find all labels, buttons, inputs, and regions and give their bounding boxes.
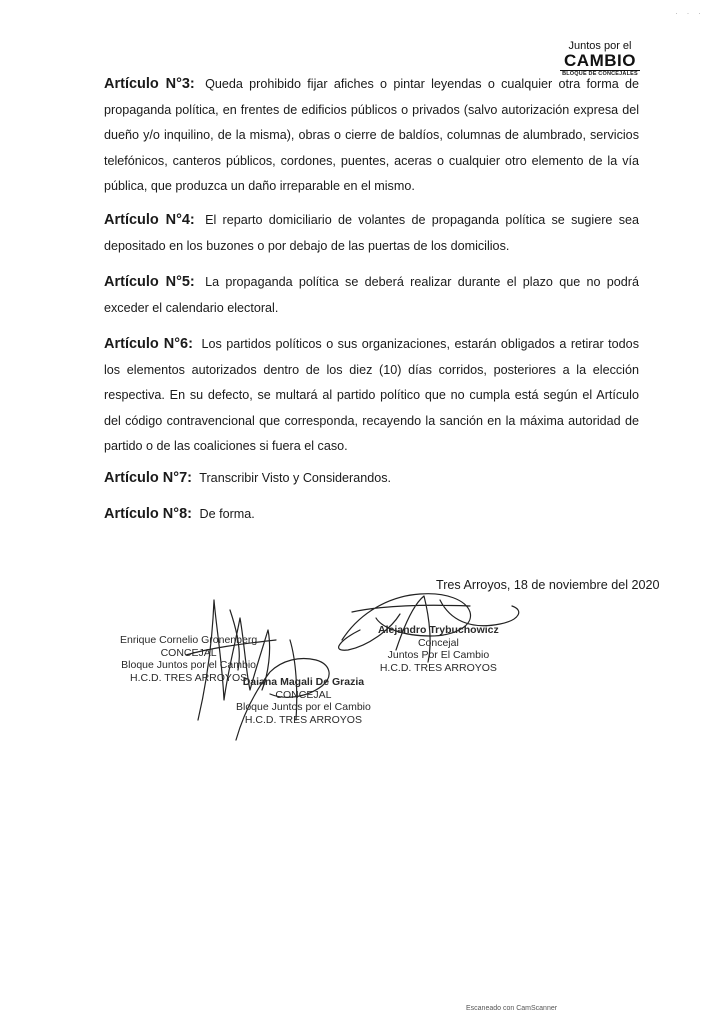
stamp-bloc: Bloque Juntos por el Cambio bbox=[236, 701, 371, 713]
scanner-footer: Escaneado con CamScanner bbox=[466, 1005, 558, 1012]
article-title: Artículo N°8: bbox=[104, 506, 192, 522]
stamp-council: H.C.D. TRES ARROYOS bbox=[379, 661, 497, 674]
stamp-role: CONCEJAL bbox=[275, 688, 332, 701]
article-text: La propaganda política se deberá realizar durante el plazo que no podrá exceder el calendario electoral. bbox=[104, 275, 639, 315]
article-text: De forma. bbox=[199, 507, 255, 521]
scan-speckle: · · · bbox=[675, 8, 704, 18]
stamp-role: CONCEJAL bbox=[160, 646, 217, 659]
logo-main-text: CAMBIO bbox=[564, 51, 636, 70]
article-title: Artículo N°5: bbox=[104, 274, 195, 290]
article-title: Artículo N°4: bbox=[104, 212, 195, 228]
article-text: El reparto domiciliario de volantes de propaganda política se sugiere sea depositado en los buzones o por debajo de las puertas de los domicilios. bbox=[104, 213, 639, 253]
article-text: Los partidos políticos o sus organizaciones, estarán obligados a retirar todos los elementos autorizados dentro de los diez (10) días corridos, posteriores a la elección respectiva. En su defecto, se multará al partido político que no cumpla está según el Artículo del código contravencional que corresponda, recayendo la sanción en la máxima autoridad de partido o de las coaliciones si fuera el caso. bbox=[104, 337, 639, 453]
stamp-name: Enrique Cornelio Gronenberg bbox=[120, 634, 258, 646]
stamp-bloc: Bloque Juntos por el Cambio bbox=[121, 659, 256, 671]
article-title: Artículo N°7: bbox=[104, 470, 192, 486]
stamp-bloc: Juntos Por El Cambio bbox=[387, 649, 490, 661]
logo-top-text: Juntos por el bbox=[568, 40, 632, 52]
stamp-alejandro bbox=[378, 624, 499, 674]
stamp-name: Daiana Magali De Grazia bbox=[242, 676, 365, 688]
place-date: Tres Arroyos, 18 de noviembre del 2020 bbox=[436, 578, 660, 592]
stamp-council: H.C.D. TRES ARROYOS bbox=[244, 713, 362, 726]
article-title: Artículo N°3: bbox=[104, 76, 195, 92]
stamp-role: Concejal bbox=[417, 636, 459, 649]
article-text: Queda prohibido fijar afiches o pintar leyendas o cualquier otra forma de propaganda política, en frentes de edificios públicos o privados (salvo autorización expresa del dueño y/o inquilino, de la misma), obras o cierre de baldíos, columnas de alumbrado, servicios telefónicos, canteros públicos, cordones, puentes, aceras o cualquier otro elemento de la vía pública, que produzca un daño irreparable en el mismo. bbox=[104, 77, 639, 193]
stamp-council: H.C.D. TRES ARROYOS bbox=[130, 671, 248, 684]
stamp-name: Alejandro Trybuchowicz bbox=[378, 624, 499, 636]
stamp-daiana bbox=[236, 676, 371, 726]
article-title: Artículo N°6: bbox=[104, 336, 193, 352]
logo-sub-text: BLOQUE DE CONCEJALES bbox=[560, 70, 640, 78]
article-text: Transcribir Visto y Considerandos. bbox=[199, 471, 392, 485]
